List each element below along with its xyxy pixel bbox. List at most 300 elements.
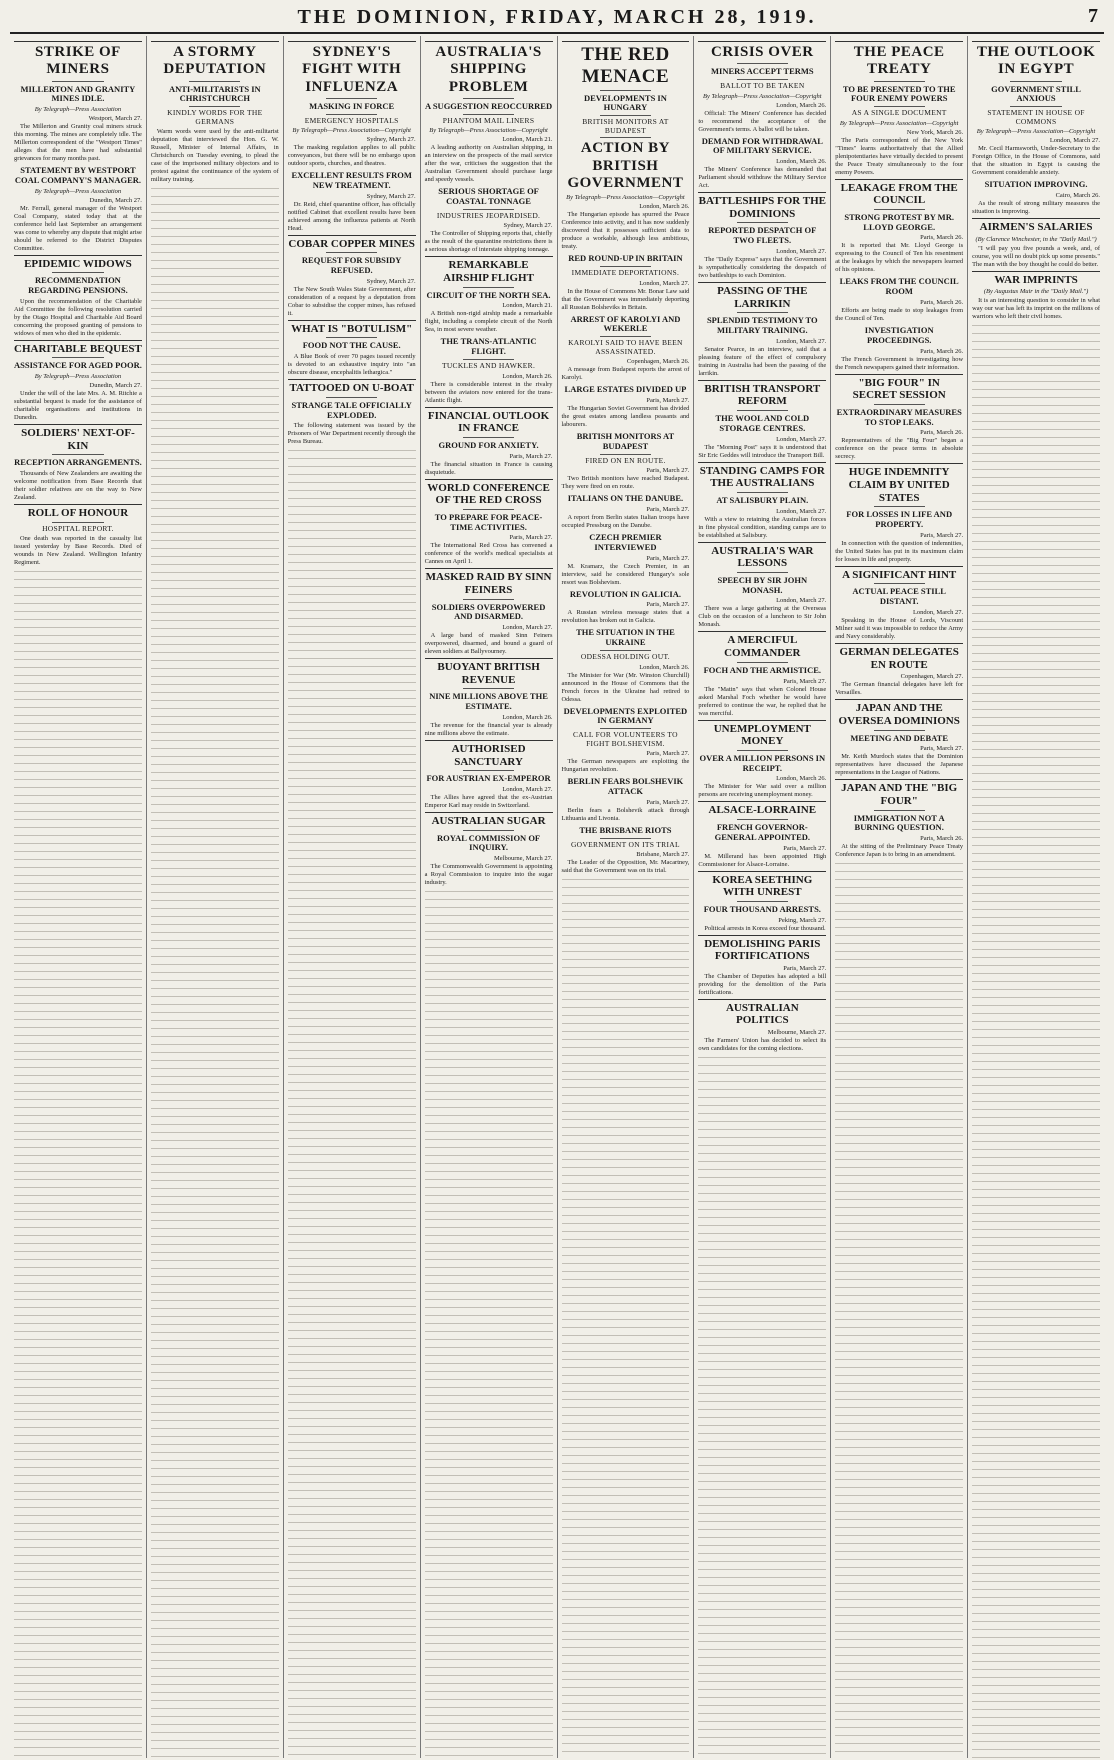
dateline: Melbourne, March 27. [494,855,553,863]
subheadline-secondary: GOVERNMENT ON ITS TRIAL [570,839,680,849]
dateline: Dunedin, March 27. [89,382,142,390]
headline-rule [463,287,514,288]
column-7 [831,36,968,1758]
dateline: New York, March 26. [906,128,964,136]
headline-rule [737,312,788,313]
article [698,192,826,280]
subheadline: FRENCH GOVERNOR-GENERAL APPOINTED. [714,821,811,842]
subheadline-secondary: KINDLY WORDS FOR THE GERMANS [167,108,263,126]
headline: REMARKABLE AIRSHIP FLIGHT [425,256,553,284]
subheadline: RECEPTION ARRANGEMENTS. [14,457,142,468]
headline-rule [52,357,103,358]
article [698,380,826,460]
dateline: London, March 27. [639,279,690,287]
headline: BATTLESHIPS FOR THE DOMINIONS [698,192,826,220]
headline: AUSTRALIAN POLITICS [698,999,826,1027]
headline-rule [600,137,651,138]
headline-rule [874,730,925,731]
article [835,41,963,177]
headline-rule [463,98,514,99]
headline-rule [326,252,377,253]
article-text: The Minister for War said over a million persons are receiving unemployment money. [698,783,827,799]
dateline: London, March 26. [502,372,553,380]
headline-rule [874,583,925,584]
subheadline: FOCH AND THE ARMISTICE. [703,664,822,675]
headline-rule [463,209,514,210]
headline-rule [737,492,788,493]
article [562,41,690,251]
headline: COBAR COPPER MINES [288,235,416,251]
headline: HUGE INDEMNITY CLAIM BY UNITED STATES [835,463,963,504]
article-text: The "Morning Post" says it is understood that Sir Eric Geddes will introduce the Transport Bill. [698,443,827,459]
dateline: London, March 26. [639,663,690,671]
subheadline: REVOLUTION IN GALICIA. [569,588,681,599]
article [835,179,963,275]
article [835,643,963,697]
headline-rule [463,770,514,771]
headline-rule [600,650,651,651]
headline: ROLL OF HONOUR [14,504,142,520]
article-text: Mr. Cecil Harmsworth, Under-Secretary to the Foreign Office, in the House of Commons, said that the situation in Egypt is causing the Government considerable anxiety. [972,145,1100,177]
article [14,340,142,422]
dateline: Paris, March 27. [646,506,690,514]
dateline: Dunedin, March 27. [89,196,142,204]
masthead [10,0,1104,34]
article-text: Dr. Reid, chief quarantine officer, has officially notified Cabinet that excellent results have been achieved among the influenza patients at North Head. [287,200,416,232]
headline: SYDNEY'S FIGHT WITH INFLUENZA [288,41,416,96]
article-text: The following statement was issued by the Prisoners of War Department recently through the Press Bureau. [287,422,416,446]
headline: STRIKE OF MINERS [14,41,142,79]
article-text: The Controller of Shipping reports that, chiefly as the result of the quarantine restrictions there is a serious shortage of interstate shipping tonnage. [424,230,553,254]
byline: By Telegraph—Press Association—Copyright [839,119,959,127]
article-text: The Paris correspondent of the New York "Times" learns authoritatively that the Allied plenipotentiaries have virtually decided to present the Peace Treaty simultaneously to the four enemy Powers. [835,136,964,176]
dateline: Paris, March 27. [920,531,964,539]
dateline: Paris, March 26. [920,835,964,843]
column-8 [968,36,1104,1758]
subheadline: CIRCUIT OF THE NORTH SEA. [426,289,551,300]
byline: By Telegraph—Press Association—Copyright [976,128,1096,136]
article [835,566,963,641]
article-text: Two British monitors have reached Budapest. They were fired on en route. [561,475,690,491]
article-text: The Hungarian episode has spurred the Peace Conference into activity, and it has now suddenly discovered that it possesses sufficient data to produce a workable, although less ambitious, treaty. [561,211,690,251]
article-text: A leading authority on Australian shipping, in an interview on the prospects of the mail service after the war, criticises the suggestion that the Australian Government should purchase large and speedy vessels. [424,144,553,184]
headline: A SIGNIFICANT HINT [835,566,963,582]
dateline: London, March 27. [1049,137,1100,145]
article-text: Official: The Miners' Conference has decided to recommend the acceptance of the Government's terms. A ballot will be taken. [698,109,827,133]
subheadline: ASSISTANCE FOR AGED POOR. [14,360,142,371]
subheadline: SPEECH BY SIR JOHN MONASH. [717,574,808,595]
headline: FINANCIAL OUTLOOK IN FRANCE [425,407,553,435]
subheadline: AT SALISBURY PLAIN. [716,494,809,505]
headline-rule [189,81,240,82]
column-1 [10,36,147,1758]
dateline: Paris, March 27. [783,844,827,852]
article-text: The New South Wales State Government, after consideration of a request by a deputation from Cobar to subsidise the copper mines, has refused it. [287,285,416,317]
dateline: London, March 26. [776,101,827,109]
dateline: London, March 27. [776,435,827,443]
article [972,218,1100,269]
article [698,462,826,540]
article-text: It is reported that Mr. Lloyd George is expressing to the Council of Ten his resentment at the leakages by which the newspapers learned of his opinions. [835,242,964,274]
article [425,479,553,567]
article [288,171,416,233]
subheadline-secondary: IMMEDIATE DEPORTATIONS. [571,267,680,277]
newsprint-fill [698,1055,826,1758]
article [698,935,826,997]
headline: LEAKAGE FROM THE COUNCIL [835,179,963,207]
headline: UNEMPLOYMENT MONEY [698,720,826,748]
headline: WORLD CONFERENCE OF THE RED CROSS [425,479,553,507]
article [14,424,142,502]
article [14,41,142,163]
subheadline: FOR LOSSES IN LIFE AND PROPERTY. [846,509,953,530]
newsprint-fill [972,323,1100,1758]
article-text: The Allies have agreed that the ex-Austrian Emperor Karl may reside in Switzerland. [424,794,553,810]
dateline: Paris, March 27. [509,534,553,542]
subheadline: CZECH PREMIER INTERVIEWED [589,532,662,552]
subheadline: LEAKS FROM THE COUNCIL ROOM [839,276,959,297]
headline-rule [463,509,514,510]
dateline: Melbourne, March 27. [767,1029,827,1037]
headline: AUSTRALIA'S WAR LESSONS [698,542,826,570]
article-text: The "Matin" says that when Colonel House asked Marshal Foch whether he would have preferred to continue the war, he replied that he was merciful. [698,685,827,717]
article [14,166,142,253]
dateline: Sydney, March 27. [366,136,416,144]
dateline: London, March 26. [776,775,827,783]
dateline: London, March 27. [912,608,964,616]
article [288,235,416,318]
headline: A MERCIFUL COMMANDER [698,631,826,659]
article-text: The revenue for the financial year is already nine millions above the estimate. [424,721,553,737]
article [425,812,553,887]
article-text: The Chamber of Deputies has adopted a bill providing for the demolition of the Paris fortifications. [698,972,827,996]
article [425,568,553,656]
subheadline: INVESTIGATION PROCEEDINGS. [864,325,934,345]
dateline: Sydney, March 27. [366,277,416,285]
article [698,631,826,717]
article [562,254,690,311]
article-text: With a view to retaining the Australian forces in fine physical condition, standing camps are to be established at Salisbury. [698,515,827,539]
subheadline: SOLDIERS OVERPOWERED AND DISARMED. [431,601,546,622]
headline-rule [326,98,377,99]
headline-rule [737,819,788,820]
dateline: Paris, March 27. [646,750,690,758]
subheadline: RECOMMENDATION REGARDING PENSIONS. [28,275,128,295]
subheadline: BERLIN FEARS BOLSHEVIK ATTACK [567,776,684,797]
article [972,180,1100,216]
article-text: Upon the recommendation of the Charitable Aid Committee the following resolution carried by the Otago Hospital and Charitable Aid Board concerning the proposed granting of pensions to widows of men who died in the epidemic. [14,297,142,337]
headline: JAPAN AND THE OVERSEA DOMINIONS [835,699,963,727]
headline-rule [737,79,788,80]
byline: By Telegraph—Press Association [34,106,122,114]
newsprint-fill [288,448,416,1758]
article-text: A large band of masked Sinn Feiners overpowered, disarmed, and bound a guard of eleven soldiers at Ballyvourney. [424,632,553,656]
article-text: A Blue Book of over 70 pages issued recently is devoted to an exhaustive inquiry into "an obscure disease, encephalitis lethargica." [287,353,416,377]
headline: AUTHORISED SANCTUARY [425,740,553,768]
article [425,407,553,477]
subheadline: SITUATION IMPROVING. [984,179,1088,190]
subheadline-secondary: BALLOT TO BE TAKEN [720,81,805,91]
column-2 [147,36,284,1758]
subheadline: REQUEST FOR SUBSIDY REFUSED. [301,255,402,276]
headline: CRISIS OVER [698,41,826,61]
subheadline: NINE MILLIONS ABOVE THE ESTIMATE. [429,691,548,712]
article-text: The Millerton and Granity coal miners struck this morning. The mines are completely idle. The Millerton correspondent of the "Westport Times" alleges that the men have had substantial grievances for many months past. [14,123,142,163]
article-text: In the House of Commons Mr. Bonar Law said that the Government was immediately deporting all Russian Bolsheviks in Britain. [561,287,690,311]
article [425,187,553,254]
headline-rule [52,454,103,455]
article-text: The Commonwealth Government is appointing a Royal Commission to inquire into the sugar industry. [424,863,553,887]
dateline: London, March 26. [639,203,690,211]
subheadline: FOUR THOUSAND ARRESTS. [703,903,821,914]
subheadline: ITALIANS ON THE DANUBE. [567,493,684,504]
subheadline-secondary: PHANTOM MAIL LINERS [442,115,535,125]
headline-rule [600,90,651,91]
article [562,777,690,823]
article [562,494,690,530]
byline: By Telegraph—Press Association [34,187,122,195]
article [835,699,963,777]
article [288,41,416,168]
subheadline: TO PREPARE FOR PEACE-TIME ACTIVITIES. [434,511,543,532]
dateline: Paris, March 27. [646,397,690,405]
subheadline: DEVELOPMENTS IN HUNGARY [583,92,667,113]
headline-rule [52,272,103,273]
subheadline: THE WOOL AND COLD STORAGE CENTRES. [715,413,810,433]
headline-rule [874,810,925,811]
headline-rule [874,106,925,107]
article-text: A Russian wireless message states that a revolution has broken out in Galicia. [561,609,690,625]
headline: DEMOLISHING PARIS FORTIFICATIONS [698,935,826,963]
dateline: London, March 27. [776,597,827,605]
article-text: M. Millerand has been appointed High Commissioner for Alsace-Lorraine. [698,852,827,868]
article-text: Efforts are being made to stop leakages from the Council of Ten. [835,307,964,322]
subheadline: REPORTED DESPATCH OF TWO FLEETS. [708,225,817,246]
article-text: The "Daily Express" says that the Government is sympathetically considering the despatch of two battleships to each Dominion. [698,255,827,279]
article-text: In connection with the question of indemnities, the United States has put in its maximum claim for losses in life and property. [835,539,964,563]
subheadline: MEETING AND DEBATE [850,732,948,743]
byline: By Telegraph—Press Association—Copyright [429,127,548,135]
article [698,720,826,800]
subheadline-secondary: EMERGENCY HOSPITALS [304,115,399,125]
dateline: Paris, March 27. [646,467,690,475]
headline: GERMAN DELEGATES EN ROUTE [835,643,963,671]
column-6 [694,36,831,1758]
subheadline: MINERS ACCEPT TERMS [710,66,814,77]
headline: THE OUTLOOK IN EGYPT [972,41,1100,79]
dateline: London, March 21. [502,136,553,144]
article-text: A report from Berlin states Italian troops have occupied Pressburg on the Danube. [561,514,690,530]
dateline: Brisbane, March 27. [636,851,690,859]
article [425,41,553,184]
headline: CHARITABLE BEQUEST [14,340,142,356]
article-text: Mr. Keith Murdoch states that the Dominion representatives have discussed the Japanese representations in the League of Nations. [835,753,964,777]
headline: EPIDEMIC WIDOWS [14,255,142,271]
subheadline: IMMIGRATION NOT A BURNING QUESTION. [853,812,945,833]
headline-rule [874,209,925,210]
headline-rule [52,81,103,82]
headline: BRITISH TRANSPORT REFORM [698,380,826,408]
article-text: The German financial delegates have left for Versailles. [835,681,964,697]
column-3 [284,36,421,1758]
dateline: London, March 26. [502,713,553,721]
article [698,999,826,1053]
byline: By Telegraph—Press Association [34,373,122,381]
headline-rule [874,81,925,82]
headline-rule [600,336,651,337]
article [14,504,142,567]
newsprint-fill [151,186,279,1758]
headline-rule [463,688,514,689]
article [972,271,1100,322]
headline-rule [326,397,377,398]
article [835,463,963,563]
subheadline: GOVERNMENT STILL ANXIOUS [991,83,1081,104]
article [835,779,963,859]
headline-rule [52,522,103,523]
headline: PASSING OF THE LARRIKIN [698,282,826,310]
subheadline: TO BE PRESENTED TO THE FOUR ENEMY POWERS [842,83,956,104]
newsprint-fill [835,861,963,1758]
article-text: Speaking in the House of Lords, Viscount Milner said it was impossible to reduce the Army and Navy considerably. [835,616,964,640]
article [835,374,963,462]
subheadline-secondary: BRITISH MONITORS AT BUDAPEST [582,117,669,135]
dateline: Sydney, March 27. [366,192,416,200]
subheadline: SPLENDID TESTIMONY TO MILITARY TRAINING. [706,315,818,336]
headline: "BIG FOUR" IN SECRET SESSION [835,374,963,402]
newsprint-fill [425,889,553,1758]
article [288,320,416,377]
subheadline: EXCELLENT RESULTS FROM NEW TREATMENT. [291,170,412,190]
subheadline: THE SITUATION IN THE UKRAINE [576,627,675,648]
headline: KOREA SEETHING WITH UNREST [698,871,826,899]
headline: BUOYANT BRITISH REVENUE [425,658,553,686]
article [562,590,690,626]
headline: WAR IMPRINTS [972,271,1100,287]
subheadline: FOR AUSTRIAN EX-EMPEROR [426,773,551,784]
article [562,826,690,875]
subheadline: FOOD NOT THE CAUSE. [302,340,401,351]
dateline: London, March 27. [776,247,827,255]
subheadline: A SUGGESTION REOCCURRED [425,100,553,111]
article [698,41,826,134]
subheadline: MILLERTON AND GRANITY MINES IDLE. [20,83,136,104]
subheadline-secondary: CALL FOR VOLUNTEERS TO FIGHT BOLSHEVISM. [573,730,678,748]
article-text: There is considerable interest in the rivalry between the aviators now entered for the trans-Atlantic flight. [424,380,553,404]
headline: TATTOOED ON U-BOAT [288,379,416,395]
article-text: The Hungarian Soviet Government has divided the great estates among landless peasants and labourers. [561,405,690,429]
article-text: The Miners' Conference has demanded that Parliament should withdraw the Military Service Act. [698,166,827,190]
subheadline: STRONG PROTEST BY MR. LLOYD GEORGE. [844,211,954,232]
subheadline: DEMAND FOR WITHDRAWAL OF MILITARY SERVICE. [701,135,823,156]
headline-rule [600,454,651,455]
headline-rule [737,222,788,223]
article-text: The masking regulation applies to all public conveyances, but there will be no embargo upon outdoor sports, churches, and theatres. [287,144,416,168]
headline: THE RED MENACE [562,41,690,88]
article-text: Warm words were used by the anti-militarist deputation that interviewed the Hon. G. W. Russell, Minister of Internal Affairs, in Christchurch on Tuesday evening, to plead the case of the imprisoned military objectors and to protest against the continuance of the system of military training. [150,128,279,184]
subheadline-secondary: KAROLYI SAID TO HAVE BEEN ASSASSINATED. [568,338,683,356]
subheadline: THE TRANS-ATLANTIC FLIGHT. [440,336,537,357]
columns [10,36,1104,1758]
headline-rule [463,114,514,115]
headline-rule [737,572,788,573]
article [562,533,690,587]
headline: STANDING CAMPS FOR THE AUSTRALIANS [698,462,826,490]
subheadline: RED ROUND-UP IN BRITAIN [568,253,683,264]
headline-rule [1010,81,1061,82]
dateline: Copenhagen, March 26. [626,358,690,366]
headline: JAPAN AND THE "BIG FOUR" [835,779,963,807]
article [562,432,690,491]
headline-rule [737,662,788,663]
headline-rule [874,506,925,507]
headline-rule [189,106,240,107]
headline: MASKED RAID BY SINN FEINERS [425,568,553,596]
headline-rule [737,901,788,902]
article [562,385,690,429]
subheadline-secondary: STATEMENT IN HOUSE OF COMMONS [987,108,1085,126]
article [698,137,826,191]
subheadline: THE BRISBANE RIOTS [579,824,672,835]
article-text: Thousands of New Zealanders are awaiting the welcome notification from Base Records that their soldier relatives are on the way to New Zealand. [14,470,142,502]
article-text: The Leader of the Opposition, Mr. Macartney, said that the Government was on its trial. [561,859,690,875]
column-5 [558,36,695,1758]
dateline: Westport, March 27. [88,115,142,123]
article-text: A British non-rigid airship made a remarkable flight, including a complete circuit of the North Sea, in most severe weather. [424,310,553,334]
article [698,542,826,630]
subheadline: BRITISH MONITORS AT BUDAPEST [576,431,675,451]
subheadline: LARGE ESTATES DIVIDED UP [564,384,687,395]
article [562,707,690,775]
subheadline: DEVELOPMENTS EXPLOITED IN GERMANY [563,705,688,726]
article [562,628,690,703]
dateline: Copenhagen, March 27. [900,673,964,681]
article-text: Senator Pearce, in an interview, said that a pleasing feature of the effect of compulsory training in Australia had been the passing of the larrikin. [698,345,827,377]
subheadline-secondary: INDUSTRIES JEOPARDISED. [436,210,541,220]
subheadline: MASKING IN FORCE [309,100,395,111]
headline-rule [600,266,651,267]
column-4 [421,36,558,1758]
headline-rule [737,750,788,751]
headline: ALSACE-LORRAINE [698,801,826,817]
dateline: Paris, March 26. [920,429,964,437]
article [698,871,826,933]
dateline: Paris, March 27. [646,554,690,562]
article-text: The Farmers' Union has decided to select its own candidates for the coming elections. [698,1037,827,1053]
subheadline-secondary: HOSPITAL REPORT. [42,523,114,533]
headline-rule [600,838,651,839]
dateline: Paris, March 27. [783,677,827,685]
dateline: Paris, March 27. [783,964,827,972]
subheadline-secondary: TUCKLES AND HAWKER. [441,360,536,370]
subheadline: ANTI-MILITARISTS IN CHRISTCHURCH [168,83,261,104]
article-text: As the result of strong military measures the situation is improving. [972,200,1100,216]
subheadline: EXTRAORDINARY MEASURES TO STOP LEAKS. [836,406,962,427]
dateline: Paris, March 27. [920,745,964,753]
subheadline: ARREST OF KAROLYI AND WEKERLE [570,313,681,334]
dateline: London, March 21. [502,302,553,310]
article-text: It is an interesting question to consider in what way our war has left its imprint on the millions of warriors who left their civil homes. [972,297,1100,321]
dateline: Paris, March 27. [509,452,553,460]
article-text: The International Red Cross has convened a conference of the world's medical specialists at Cannes on April 1. [424,542,553,566]
subheadline: GROUND FOR ANXIETY. [438,439,539,450]
article [835,277,963,323]
headline: THE PEACE TREATY [835,41,963,79]
headline-rule [600,728,651,729]
article [835,326,963,372]
article [972,41,1100,177]
article-text: Political arrests in Korea exceed four thousand. [704,924,826,932]
